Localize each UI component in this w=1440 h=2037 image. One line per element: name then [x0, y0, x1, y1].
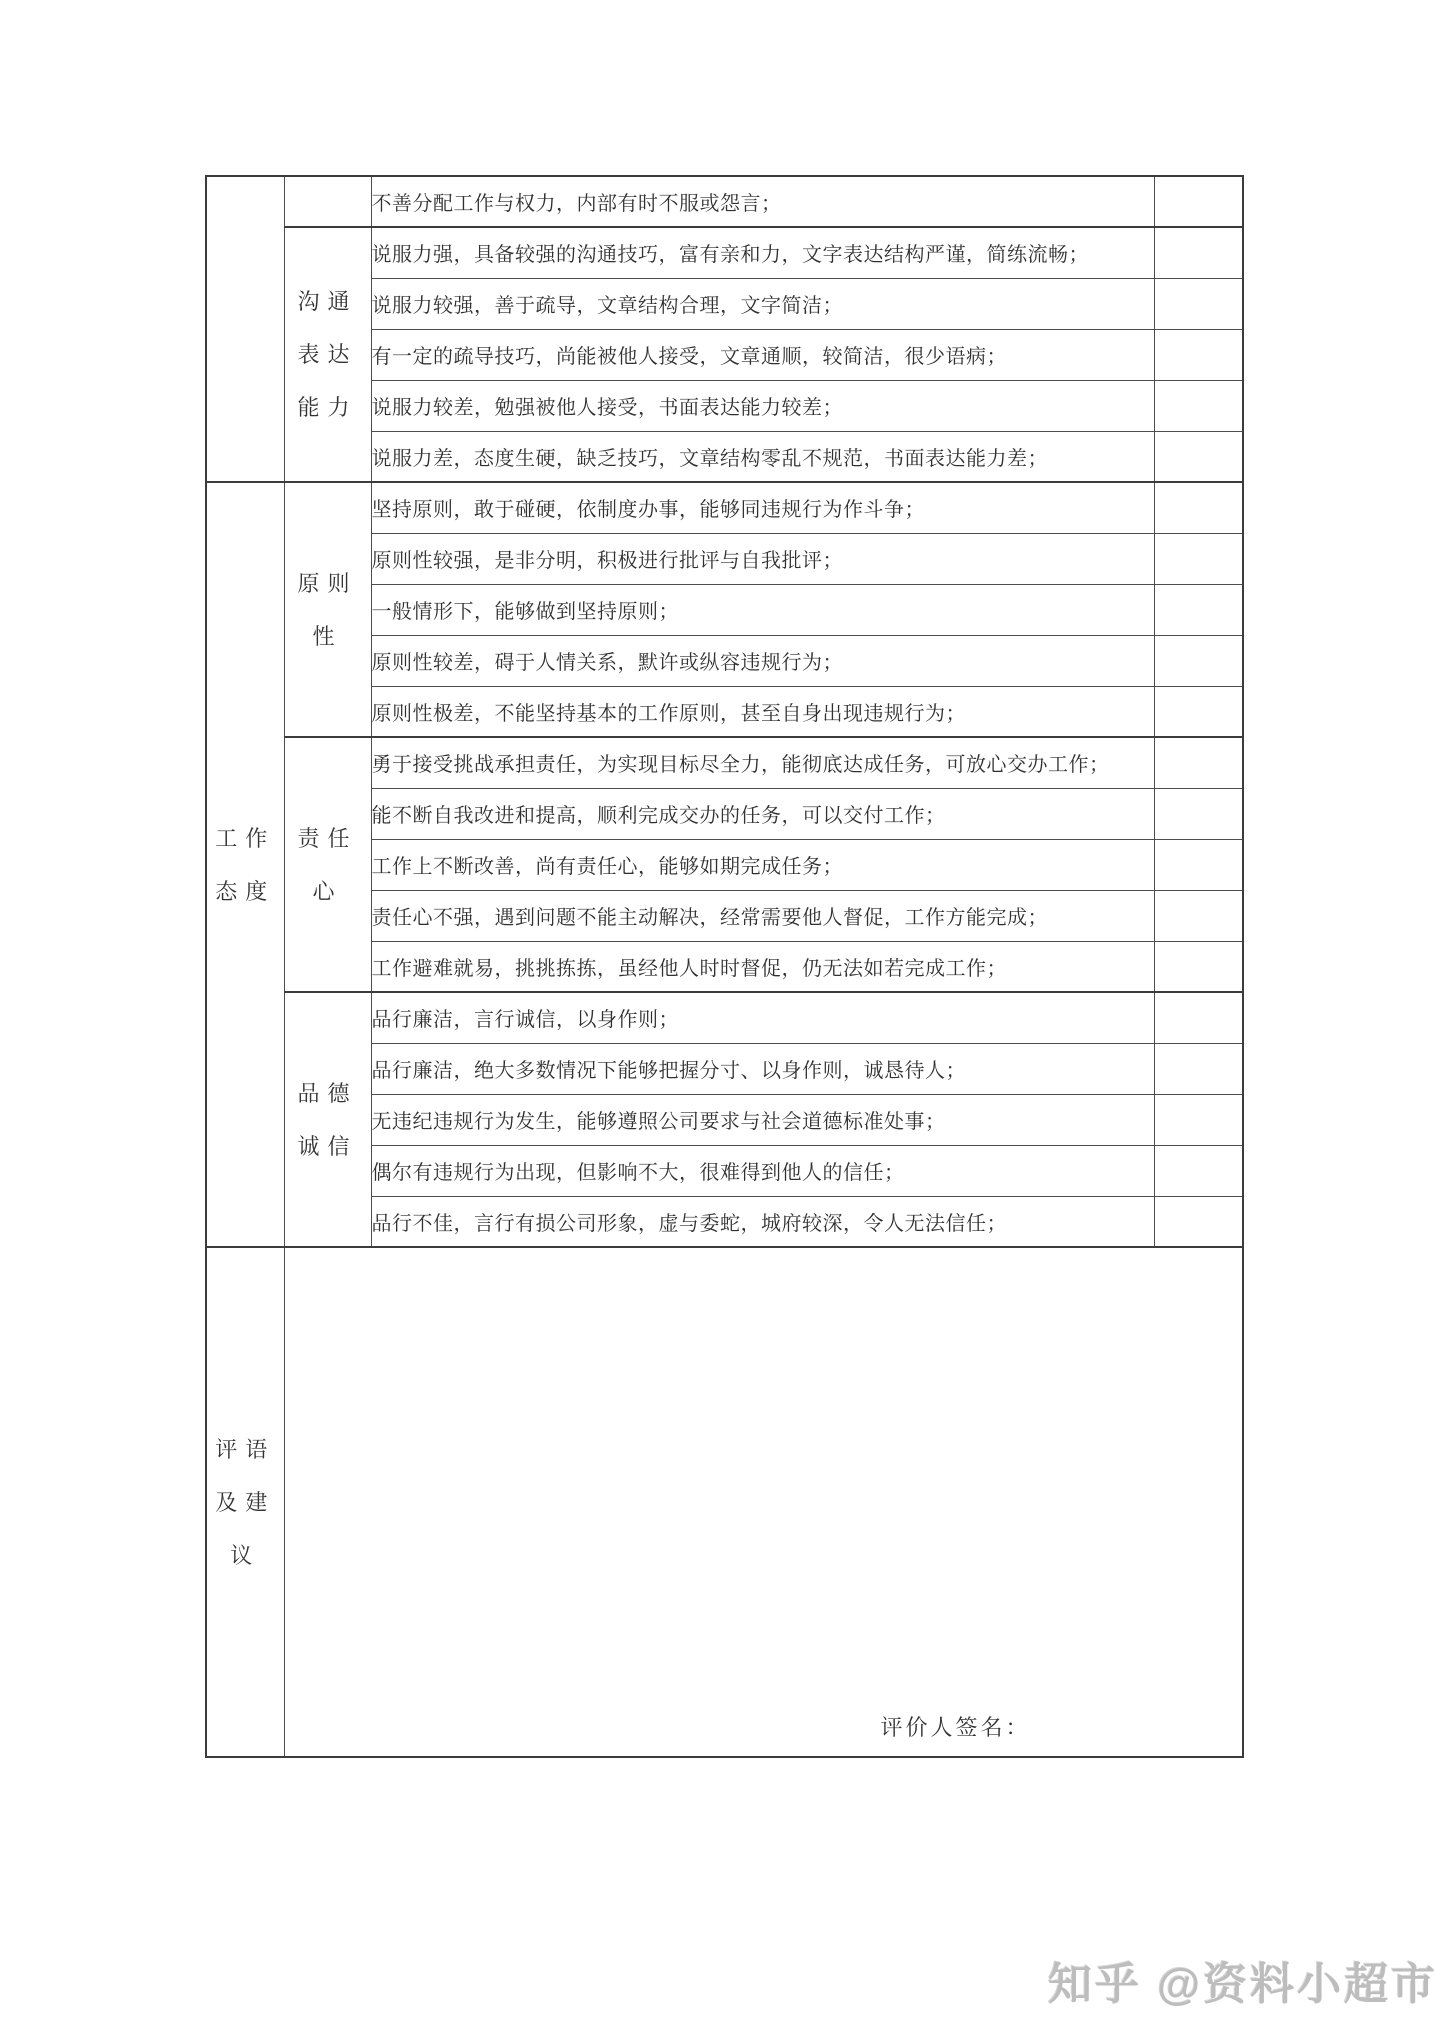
- score-cell: [1154, 278, 1243, 329]
- score-cell: [1154, 584, 1243, 635]
- score-cell: [1154, 839, 1243, 890]
- criterion-cell: 说服力强，具备较强的沟通技巧，富有亲和力，文字表达结构严谨，简练流畅；: [371, 227, 1154, 278]
- criterion-cell: 原则性极差，不能坚持基本的工作原则，甚至自身出现违规行为；: [371, 686, 1154, 737]
- criterion-cell: 偶尔有违规行为出现，但影响不大，很难得到他人的信任；: [371, 1145, 1154, 1196]
- category-cell-comments: [206, 1247, 284, 1757]
- criterion-cell: 说服力差，态度生硬，缺乏技巧，文章结构零乱不规范，书面表达能力差；: [371, 431, 1154, 482]
- score-cell: [1154, 380, 1243, 431]
- criterion-cell: 说服力较强，善于疏导，文章结构合理，文字简洁；: [371, 278, 1154, 329]
- score-cell: [1154, 533, 1243, 584]
- evaluation-table: [205, 175, 1244, 1758]
- score-cell: [1154, 737, 1243, 788]
- score-cell: [1154, 1094, 1243, 1145]
- subcategory-label-integrity: 品德诚信: [297, 1080, 358, 1159]
- criterion-cell: 工作上不断改善，尚有责任心，能够如期完成任务；: [371, 839, 1154, 890]
- comments-area: [284, 1247, 1243, 1757]
- criterion-cell: 责任心不强，遇到问题不能主动解决，经常需要他人督促，工作方能完成；: [371, 890, 1154, 941]
- subcategory-cell-responsibility: [284, 737, 371, 992]
- subcategory-label-communication: 沟通表达能力: [297, 289, 358, 420]
- subcategory-label-principle: 原则性: [297, 570, 358, 649]
- score-cell: [1154, 686, 1243, 737]
- criterion-cell: 说服力较差，勉强被他人接受，书面表达能力较差；: [371, 380, 1154, 431]
- category-label-work-attitude: 工作态度: [215, 825, 276, 904]
- score-cell: [1154, 1145, 1243, 1196]
- score-cell: [1154, 1043, 1243, 1094]
- category-cell-work-attitude: [206, 482, 284, 1247]
- score-cell: [1154, 635, 1243, 686]
- criterion-cell: 品行廉洁，言行诚信，以身作则；: [371, 992, 1154, 1043]
- watermark: 知乎 @资料小超市: [1048, 1960, 1439, 2009]
- subcategory-cell-integrity: [284, 992, 371, 1247]
- score-cell: [1154, 329, 1243, 380]
- criterion-cell: 品行廉洁，绝大多数情况下能够把握分寸、以身作则，诚恳待人；: [371, 1043, 1154, 1094]
- evaluator-signature-label: 评价人签名：: [880, 1715, 1031, 1740]
- score-cell: [1154, 890, 1243, 941]
- score-cell: [1154, 176, 1243, 227]
- score-cell: [1154, 788, 1243, 839]
- criterion-cell: 工作避难就易，挑挑拣拣，虽经他人时时督促，仍无法如若完成工作；: [371, 941, 1154, 992]
- criterion-cell: 不善分配工作与权力，内部有时不服或怨言；: [371, 176, 1154, 227]
- criterion-cell: 一般情形下，能够做到坚持原则；: [371, 584, 1154, 635]
- criterion-cell: 坚持原则，敢于碰硬，依制度办事，能够同违规行为作斗争；: [371, 482, 1154, 533]
- category-cell-empty: [206, 176, 284, 482]
- subcategory-label-responsibility: 责任心: [297, 825, 358, 904]
- score-cell: [1154, 227, 1243, 278]
- criterion-cell: 能不断自我改进和提高，顺利完成交办的任务，可以交付工作；: [371, 788, 1154, 839]
- score-cell: [1154, 941, 1243, 992]
- criterion-cell: 无违纪违规行为发生，能够遵照公司要求与社会道德标准处事；: [371, 1094, 1154, 1145]
- criterion-cell: 原则性较强，是非分明，积极进行批评与自我批评；: [371, 533, 1154, 584]
- criterion-cell: 勇于接受挑战承担责任，为实现目标尽全力，能彻底达成任务，可放心交办工作；: [371, 737, 1154, 788]
- criterion-cell: 有一定的疏导技巧，尚能被他人接受，文章通顺，较简洁，很少语病；: [371, 329, 1154, 380]
- score-cell: [1154, 1196, 1243, 1247]
- criterion-cell: 原则性较差，碍于人情关系，默许或纵容违规行为；: [371, 635, 1154, 686]
- score-cell: [1154, 482, 1243, 533]
- score-cell: [1154, 992, 1243, 1043]
- subcategory-cell-communication: [284, 227, 371, 482]
- subcategory-cell-empty: [284, 176, 371, 227]
- score-cell: [1154, 431, 1243, 482]
- category-label-comments: 评语及建议: [215, 1436, 276, 1568]
- subcategory-cell-principle: [284, 482, 371, 737]
- criterion-cell: 品行不佳，言行有损公司形象，虚与委蛇，城府较深，令人无法信任；: [371, 1196, 1154, 1247]
